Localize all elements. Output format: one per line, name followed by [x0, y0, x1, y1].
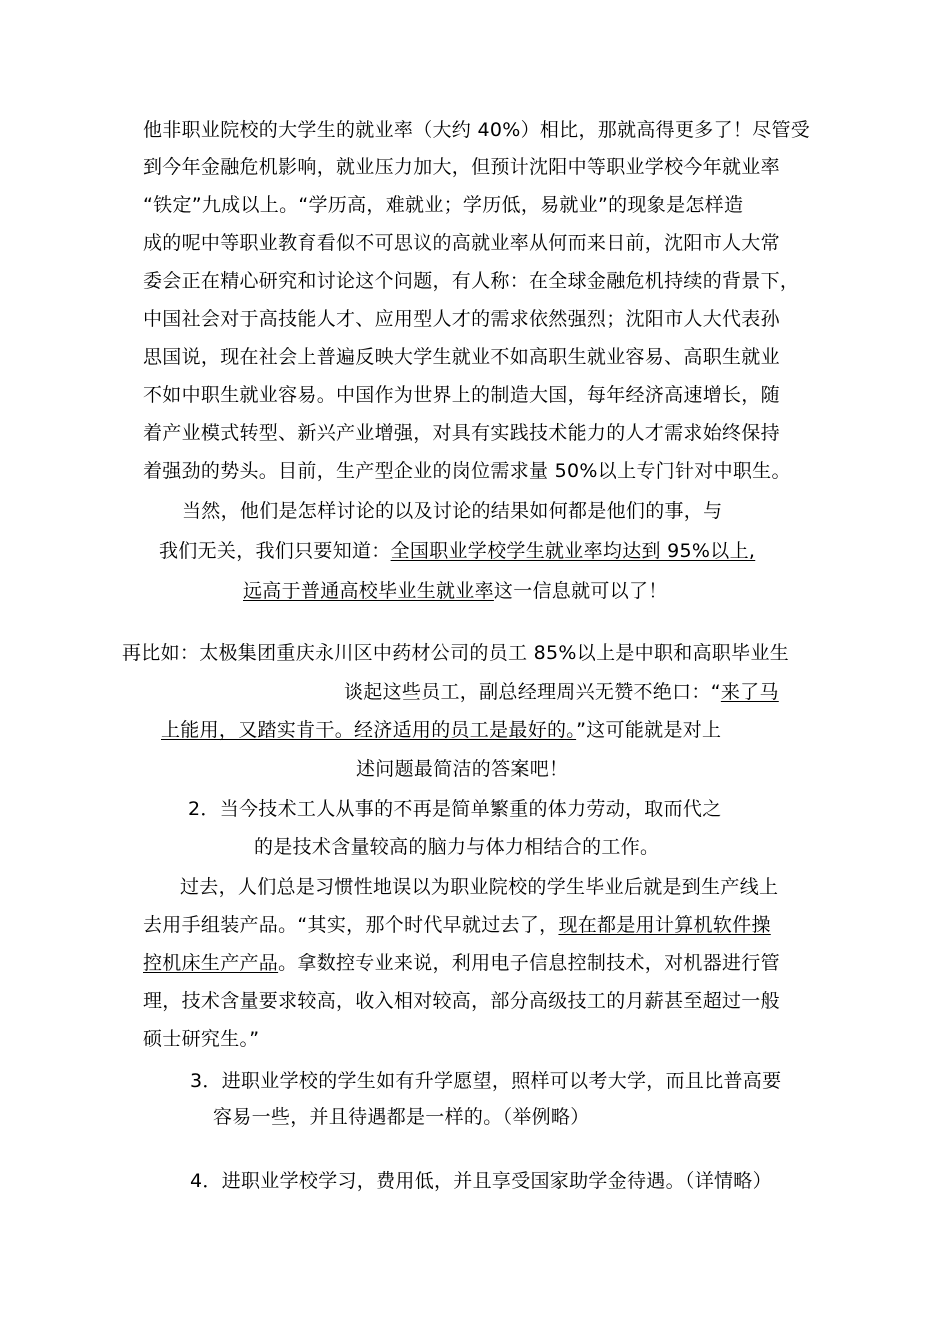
text-line: 2．当今技术工人从事的不再是简单繁重的体力劳动，取而代之	[188, 798, 722, 820]
text-line: 4．进职业学校学习，费用低，并且享受国家助学金待遇。（详情略）	[190, 1170, 772, 1192]
text-line: 再比如：太极集团重庆永川区中药材公司的员工 85%以上是中职和高职毕业生	[122, 642, 790, 664]
text-span: 这一信息就可以了！	[493, 580, 668, 602]
text-line: 委会正在精心研究和讨论这个问题，有人称：在全球金融危机持续的背景下，	[143, 270, 800, 292]
text-span: 去用手组装产品。“其实，那个时代早就过去了，	[143, 914, 559, 936]
text-line: 他非职业院校的大学生的就业率（大约 40%）相比，那就高得更多了！尽管受	[143, 119, 811, 141]
text-line	[143, 912, 771, 938]
text-span: 。拿数控专业来说，利用电子信息控制技术，对机器进行管	[278, 952, 780, 974]
text-span: 我们无关，我们只要知道：	[159, 540, 391, 562]
text-line: 述问题最简洁的答案吧！	[356, 758, 569, 780]
text-line: 着强劲的势头。目前，生产型企业的岗位需求量 50%以上专门针对中职生。	[143, 460, 791, 482]
underlined-text: 全国职业学校学生就业率均达到 95%以上,	[390, 540, 756, 562]
text-line	[159, 538, 755, 564]
text-line: 当然，他们是怎样讨论的以及讨论的结果如何都是他们的事，与	[182, 500, 723, 522]
text-line: 硕士研究生。”	[143, 1028, 260, 1050]
text-line	[161, 717, 721, 743]
underlined-text: 远高于普通高校毕业生就业率	[243, 580, 494, 602]
underlined-text: 现在都是用计算机软件操	[558, 914, 771, 936]
text-line: 思国说，现在社会上普遍反映大学生就业不如高职生就业容易、高职生就业	[143, 346, 780, 368]
text-line: 的是技术含量较高的脑力与体力相结合的工作。	[254, 836, 660, 858]
text-line: 到今年金融危机影响，就业压力加大，但预计沈阳中等职业学校今年就业率	[143, 156, 780, 178]
text-line: 理，技术含量要求较高，收入相对较高，部分高级技工的月薪甚至超过一般	[143, 990, 780, 1012]
text-span: ”这可能就是对上	[576, 719, 722, 741]
text-line	[143, 950, 780, 976]
underlined-text: 控机床生产产品	[143, 952, 279, 974]
text-span: 谈起这些员工，副总经理周兴无赞不绝口：“	[344, 681, 721, 703]
text-line: 容易一些，并且待遇都是一样的。（举例略）	[213, 1106, 590, 1128]
underlined-text: 来了马	[720, 681, 779, 703]
text-line: “铁定”九成以上。“学历高，难就业；学历低，易就业”的现象是怎样造	[143, 194, 744, 216]
text-line	[344, 679, 779, 705]
text-line: 着产业模式转型、新兴产业增强，对具有实践技术能力的人才需求始终保持	[143, 422, 780, 444]
underlined-text: 上能用，又踏实肯干。经济适用的员工是最好的。	[161, 719, 577, 741]
text-line: 成的呢中等职业教育看似不可思议的高就业率从何而来日前，沈阳市人大常	[143, 232, 780, 254]
text-line: 过去，人们总是习惯性地误以为职业院校的学生毕业后就是到生产线上	[180, 876, 779, 898]
text-line: 不如中职生就业容易。中国作为世界上的制造大国，每年经济高速增长，随	[143, 384, 780, 406]
text-line: 3．进职业学校的学生如有升学愿望，照样可以考大学，而且比普高要	[190, 1070, 782, 1092]
text-line: 中国社会对于高技能人才、应用型人才的需求依然强烈；沈阳市人大代表孙	[143, 308, 780, 330]
text-line	[243, 578, 668, 604]
